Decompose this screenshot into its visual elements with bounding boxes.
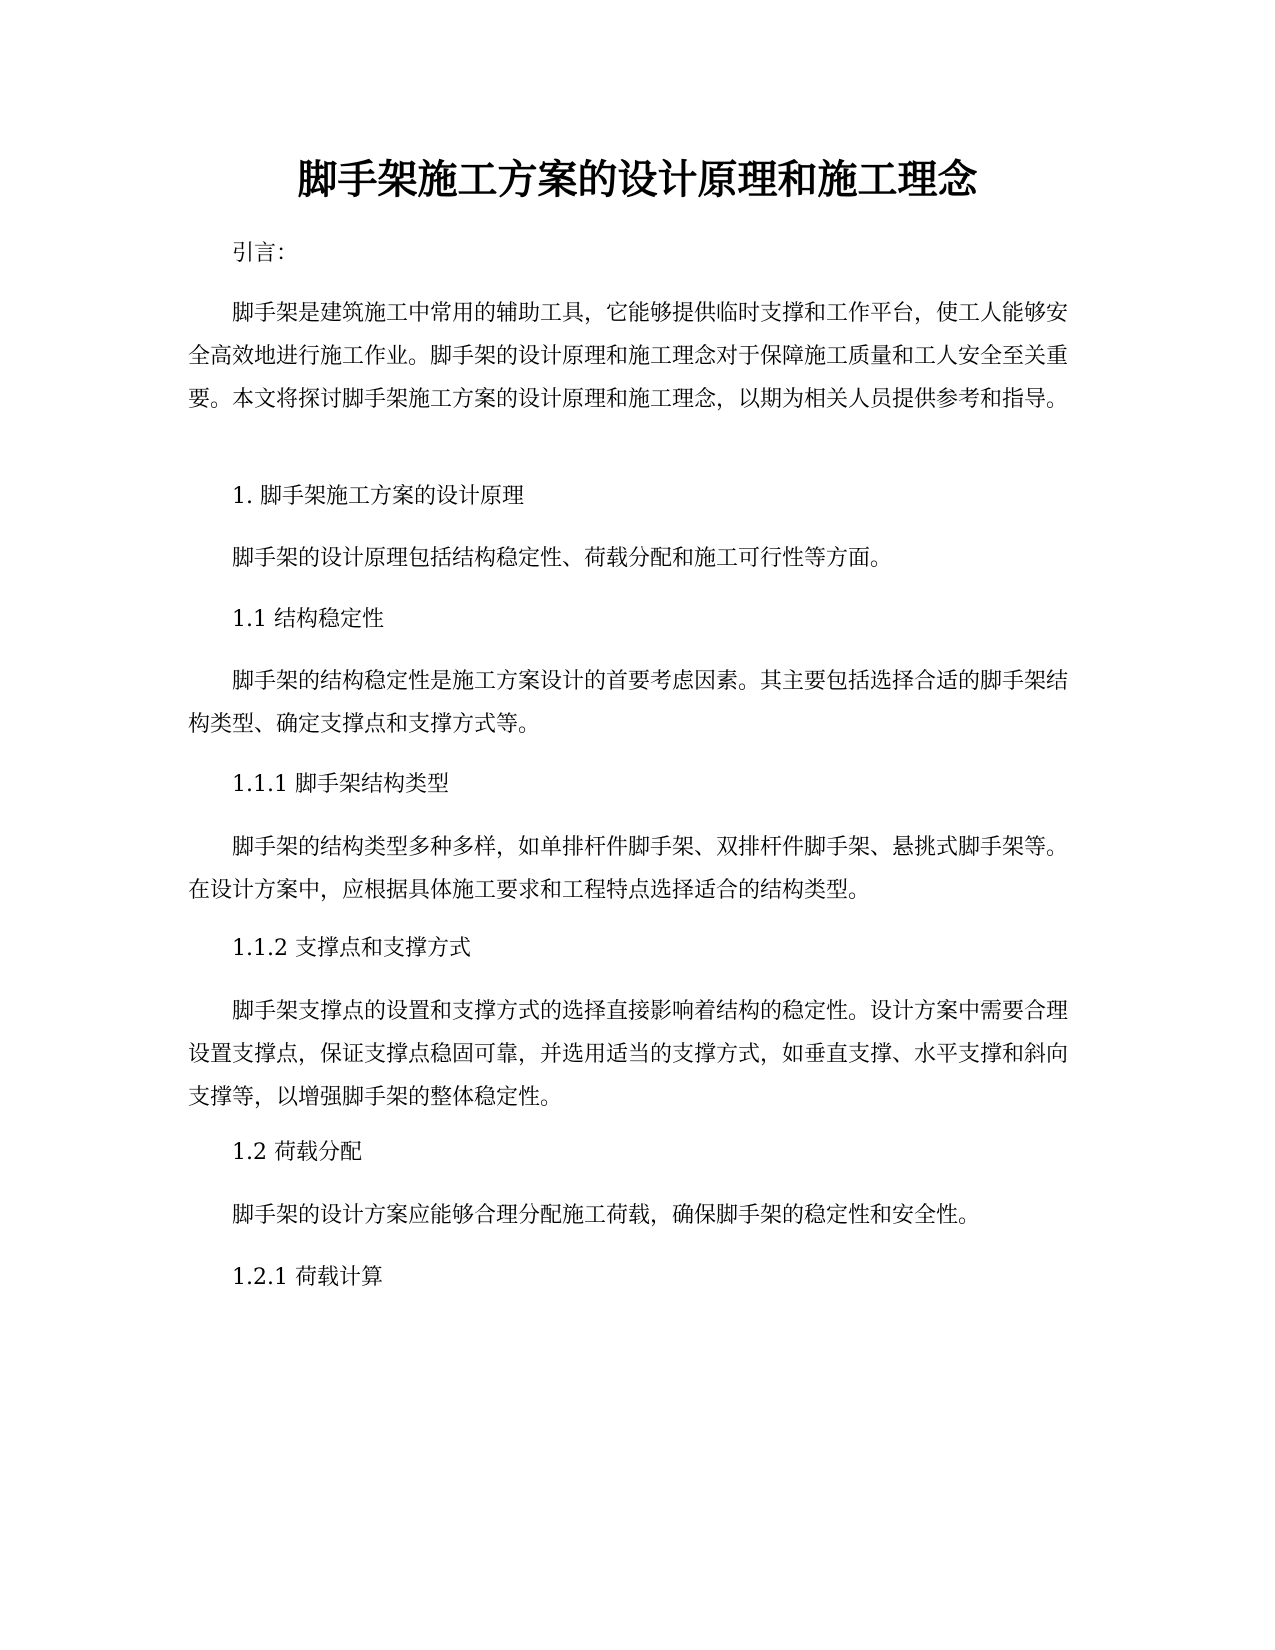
heading-section-1: 1. 脚手架施工方案的设计原理 <box>232 484 524 509</box>
paragraph-section-1-2: 脚手架的设计方案应能够合理分配施工荷载，确保脚手架的稳定性和安全性。 <box>232 1203 981 1228</box>
paragraph-intro-label: 引言： <box>232 241 299 266</box>
paragraph-section-1-1-2: 脚手架支撑点的设置和支撑方式的选择直接影响着结构的稳定性。设计方案中需要合理设置支撑点，保证支撑点稳固可靠，并选用适当的支撑方式，如垂直支撑、水平支撑和斜向支撑等，以增强脚手架的整体稳定性。 <box>188 999 1069 1110</box>
heading-section-1-2-1: 1.2.1 荷载计算 <box>232 1265 383 1290</box>
paragraph-intro: 脚手架是建筑施工中常用的辅助工具，它能够提供临时支撑和工作平台，使工人能够安全高效地进行施工作业。脚手架的设计原理和施工理念对于保障施工质量和工人安全至关重要。本文将探讨脚手架施工方案的设计原理和施工理念，以期为相关人员提供参考和指导。 <box>188 301 1069 412</box>
paragraph-section-1: 脚手架的设计原理包括结构稳定性、荷载分配和施工可行性等方面。 <box>232 546 893 571</box>
heading-section-1-1: 1.1 结构稳定性 <box>232 607 384 632</box>
paragraph-section-1-1-1: 脚手架的结构类型多种多样，如单排杆件脚手架、双排杆件脚手架、悬挑式脚手架等。在设计方案中，应根据具体施工要求和工程特点选择适合的结构类型。 <box>188 835 1069 903</box>
paragraph-section-1-1: 脚手架的结构稳定性是施工方案设计的首要考虑因素。其主要包括选择合适的脚手架结构类型、确定支撑点和支撑方式等。 <box>188 669 1069 737</box>
heading-section-1-1-1: 1.1.1 脚手架结构类型 <box>232 772 449 797</box>
heading-section-1-2: 1.2 荷载分配 <box>232 1140 362 1165</box>
document-title: 脚手架施工方案的设计原理和施工理念 <box>297 157 978 203</box>
heading-section-1-1-2: 1.1.2 支撑点和支撑方式 <box>232 936 471 961</box>
